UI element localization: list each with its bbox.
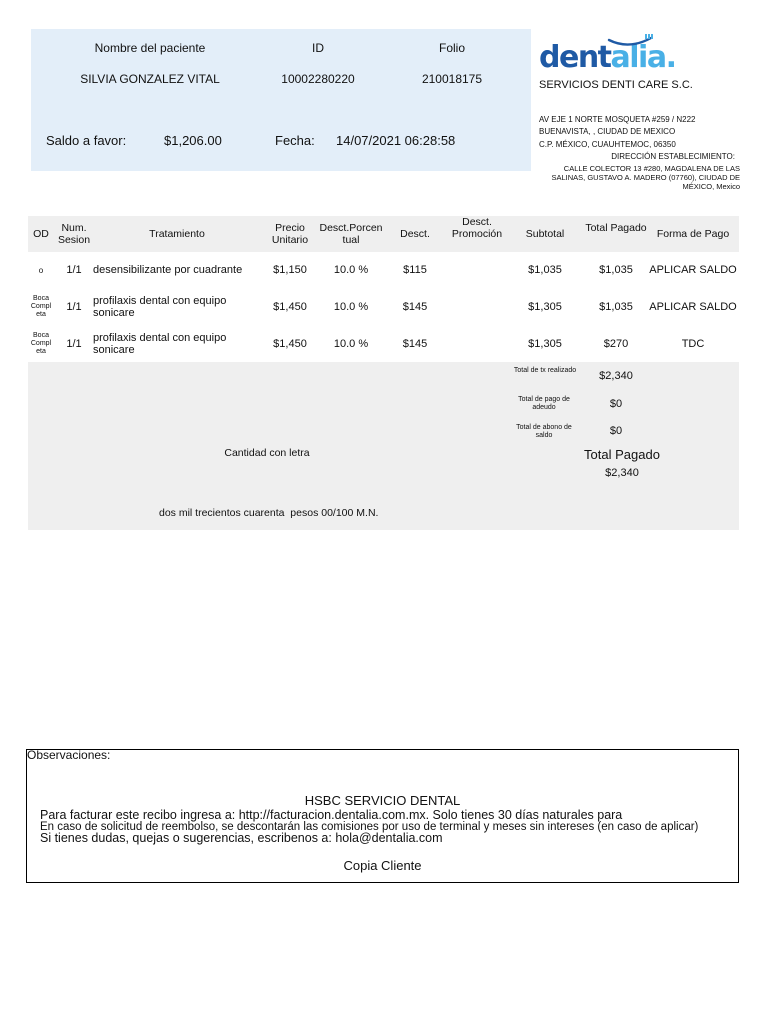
row-discount: $145 — [402, 338, 428, 350]
row-od: Boca Compl eta — [30, 295, 52, 318]
bank-name: HSBC SERVICIO DENTAL — [304, 793, 461, 808]
patient-id-label: ID — [312, 41, 324, 55]
totals-box — [28, 362, 739, 530]
company-address-2: BUENAVISTA, , CIUDAD DE MEXICO — [539, 127, 676, 136]
toothbrush-swoosh-icon — [607, 34, 655, 48]
col-subtotal: Subtotal — [525, 228, 565, 240]
row-unit-price: $1,450 — [273, 301, 307, 313]
row-unit-price: $1,150 — [273, 264, 307, 276]
row-total-paid: $1,035 — [599, 264, 633, 276]
amount-words-label: Cantidad con letra — [224, 447, 310, 459]
row-total-paid: $1,035 — [599, 301, 633, 313]
row-discount: $145 — [402, 301, 428, 313]
patient-id: 10002280220 — [281, 72, 355, 86]
total-paid-value: $2,340 — [605, 467, 639, 479]
saldo-label: Saldo a favor: — [46, 133, 127, 148]
col-discount: Desct. — [400, 228, 430, 240]
refund-note: En caso de solicitud de reembolso, se descontarán las comisiones por uso de terminal y meses sin intereses (en caso de aplicar) — [40, 821, 699, 833]
col-payment: Forma de Pago — [656, 228, 730, 240]
row-od: o — [38, 266, 44, 275]
row-treatment: profilaxis dental con equipo sonicare — [93, 295, 227, 319]
total-debt-value: $0 — [609, 398, 623, 410]
row-session: 1/1 — [66, 264, 82, 276]
logo-text-dark: dent — [539, 40, 611, 75]
row-discount-pct: 10.0 % — [333, 338, 369, 350]
row-treatment: profilaxis dental con equipo sonicare — [93, 332, 227, 356]
col-unit-price: Precio Unitario — [271, 222, 309, 246]
saldo-value: $1,206.00 — [164, 133, 222, 148]
row-session: 1/1 — [66, 338, 82, 350]
row-subtotal: $1,305 — [528, 301, 562, 313]
folio-label: Folio — [438, 41, 465, 55]
establishment-address: CALLE COLECTOR 13 #280, MAGDALENA DE LAS SALINAS, GUSTAVO A. MADERO (07760), CIUDAD DE MÉXICO, Mexico — [551, 164, 740, 191]
col-promo: Desct. Promoción — [451, 216, 503, 240]
billing-note: Para facturar este recibo ingresa a: http://facturacion.dentalia.com.mx. Solo tienes 30 días naturales para — [40, 808, 623, 822]
patient-name-label: Nombre del paciente — [94, 41, 206, 55]
row-discount-pct: 10.0 % — [333, 264, 369, 276]
row-subtotal: $1,035 — [528, 264, 562, 276]
row-discount-pct: 10.0 % — [333, 301, 369, 313]
dentalia-logo — [539, 38, 739, 82]
logo-text-light: alia. — [610, 40, 676, 75]
contact-note: Si tienes dudas, quejas o sugerencias, escribenos a: hola@dentalia.com — [40, 831, 443, 845]
col-od: OD — [33, 228, 49, 240]
total-paid-label: Total Pagado — [584, 447, 660, 462]
company-address-3: C.P. MÉXICO, CUAUHTEMOC, 06350 — [539, 140, 676, 149]
fecha-value: 14/07/2021 06:28:58 — [336, 133, 456, 148]
col-session: Num. Sesion — [57, 222, 91, 246]
fecha-label: Fecha: — [275, 133, 315, 148]
row-discount: $115 — [403, 264, 427, 276]
row-treatment: desensibilizante por cuadrante — [93, 264, 243, 276]
establishment-label: DIRECCIÓN ESTABLECIMIENTO: — [611, 152, 735, 161]
copy-label: Copia Cliente — [343, 858, 422, 873]
total-credit-label: Total de abono de saldo — [516, 424, 572, 439]
patient-name: SILVIA GONZALEZ VITAL — [80, 72, 220, 86]
company-name: SERVICIOS DENTI CARE S.C. — [539, 79, 693, 91]
col-treatment: Tratamiento — [149, 228, 205, 240]
observations-label: Observaciones: — [27, 748, 111, 762]
row-od: Boca Compl eta — [30, 332, 52, 355]
row-payment: APLICAR SALDO — [649, 264, 737, 276]
folio-number: 210018175 — [421, 72, 483, 86]
row-payment: APLICAR SALDO — [649, 301, 737, 313]
total-debt-label: Total de pago de adeudo — [518, 396, 570, 411]
col-discount-pct: Desct.Porcen tual — [319, 222, 383, 246]
company-address-1: AV EJE 1 NORTE MOSQUETA #259 / N222 — [539, 115, 696, 124]
row-payment: TDC — [681, 338, 705, 350]
row-total-paid: $270 — [603, 338, 629, 350]
total-credit-value: $0 — [609, 425, 623, 437]
total-tx-value: $2,340 — [599, 370, 633, 382]
row-subtotal: $1,305 — [528, 338, 562, 350]
total-tx-label: Total de tx realizado — [513, 367, 577, 374]
row-unit-price: $1,450 — [273, 338, 307, 350]
col-total-paid: Total Pagado — [585, 222, 647, 234]
row-session: 1/1 — [66, 301, 82, 313]
amount-words: dos mil trecientos cuarenta pesos 00/100 M.N. — [159, 507, 379, 519]
